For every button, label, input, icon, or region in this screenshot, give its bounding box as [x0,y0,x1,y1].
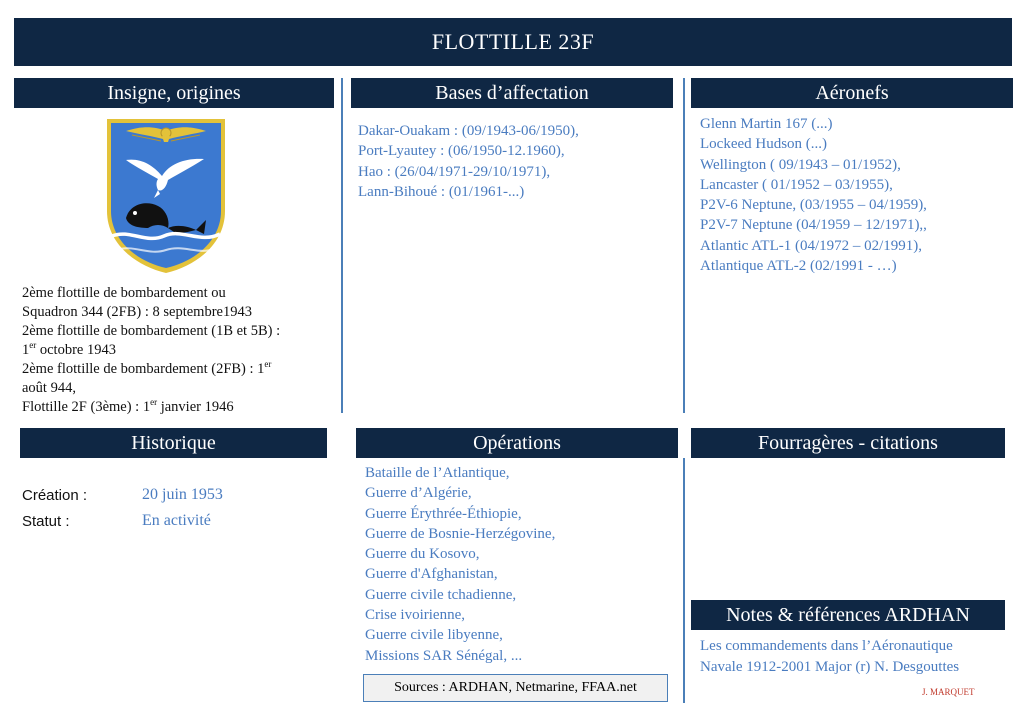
aeronefs-list [700,114,927,276]
insigne-origins-text [22,284,280,417]
list-item: Bataille de l’Atlantique, [365,465,510,481]
heading-notes: Notes & références ARDHAN [691,600,1005,630]
list-item: Atlantic ATL-1 (04/1972 – 02/1991), [700,237,923,254]
statut-value: En activité [142,512,211,529]
statut-label: Statut : [22,513,70,530]
heading-insigne: Insigne, origines [14,78,334,108]
origin-line: août 944, [22,380,76,396]
list-item: Lockeed Hudson (...) [700,136,828,153]
bases-list [358,121,579,202]
list-item: Guerre d’Algérie, [365,485,472,502]
list-item: Dakar-Ouakam : (09/1943-06/1950), [358,123,579,139]
list-item: Crise ivoirienne, [365,607,465,624]
creation-value: 20 juin 1953 [142,486,223,503]
divider-right-lower [683,458,685,703]
origin-line: 2ème flottille de bombardement (1B et 5B) : [22,323,281,339]
origin-line: Squadron 344 (2FB) : 8 septembre1943 [22,304,252,320]
heading-fourrageres: Fourragères - citations [691,428,1005,458]
origin-line: 2ème flottille de bombardement (2FB) : 1er [22,359,272,377]
operations-list [365,463,555,666]
list-item: Wellington ( 09/1943 – 01/1952), [700,156,901,173]
divider-left [341,78,343,413]
list-item: Port-Lyautey : (06/1950-12.1960), [358,143,565,160]
list-item: Lann-Bihoué : (01/1961-...) [358,183,525,200]
notes-references-text [700,636,959,677]
origin-line: 2ème flottille de bombardement ou [22,285,226,301]
creation-label: Création : [22,487,88,504]
list-item: P2V-6 Neptune, (03/1955 – 04/1959), [700,197,927,214]
list-item: Guerre civile tchadienne, [365,586,517,603]
notes-line: Navale 1912-2001 Major (r) N. Desgouttes [700,658,960,675]
origin-line: 1er octobre 1943 [22,340,116,358]
list-item: Guerre d'Afghanistan, [365,566,498,583]
sources-box: Sources : ARDHAN, Netmarine, FFAA.net [363,674,668,702]
squadron-insigne-emblem [104,116,228,276]
heading-bases: Bases d’affectation [351,78,673,108]
list-item: Guerre civile libyenne, [365,627,503,644]
heading-operations: Opérations [356,428,678,458]
list-item: Guerre du Kosovo, [365,546,480,563]
notes-line: Les commandements dans l’Aéronautique [700,638,953,654]
page-title: FLOTTILLE 23F [14,18,1012,66]
list-item: Lancaster ( 01/1952 – 03/1955), [700,176,893,193]
divider-right [683,78,685,413]
origin-line: Flottille 2F (3ème) : 1er janvier 1946 [22,397,234,415]
list-item: Hao : (26/04/1971-29/10/1971), [358,163,551,180]
author-credit: J. MARQUET [922,687,975,697]
list-item: P2V-7 Neptune (04/1959 – 12/1971),, [700,217,927,234]
list-item: Guerre de Bosnie-Herzégovine, [365,525,556,542]
list-item: Atlantique ATL-2 (02/1991 - …) [700,258,897,275]
list-item: Guerre Érythrée-Éthiopie, [365,505,522,522]
heading-aeronefs: Aéronefs [691,78,1013,108]
list-item: Missions SAR Sénégal, ... [365,647,523,664]
heading-historique: Historique [20,428,327,458]
list-item: Glenn Martin 167 (...) [700,116,833,132]
